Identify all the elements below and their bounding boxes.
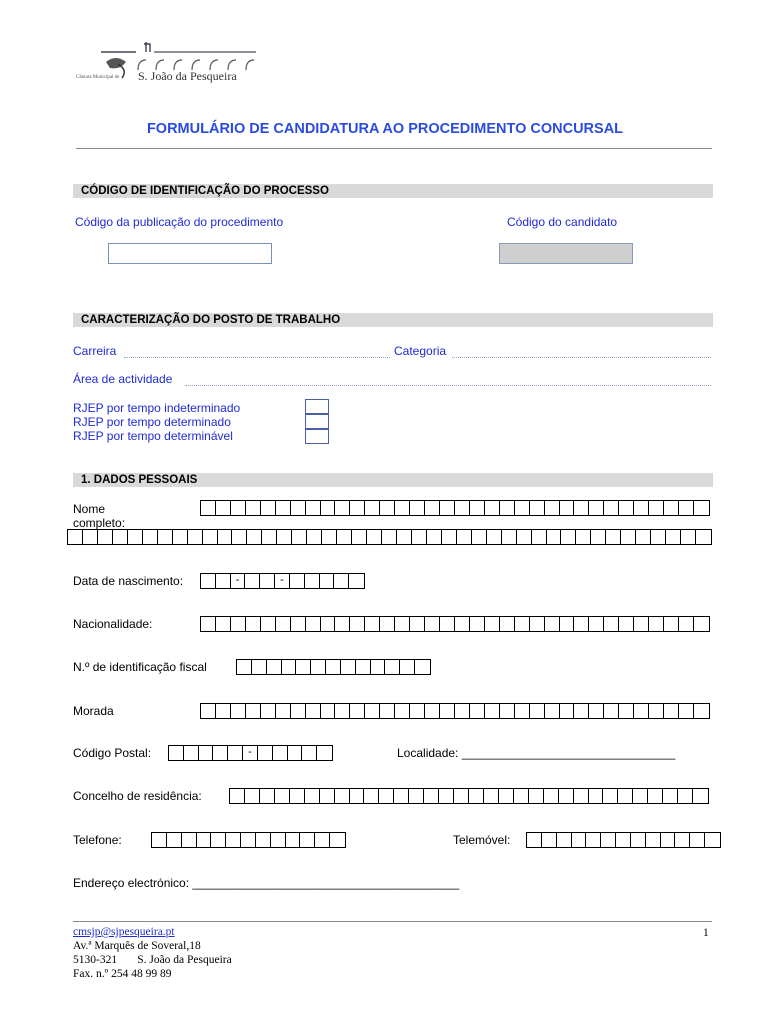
carreira-input[interactable]: [124, 357, 390, 358]
char-cell: [604, 704, 619, 718]
char-cell: [631, 833, 646, 847]
section-personal-heading: 1. DADOS PESSOAIS: [73, 473, 713, 487]
char-cell: [306, 617, 321, 631]
char-cell: [649, 617, 664, 631]
char-cell: [282, 660, 297, 674]
char-cell: [557, 833, 572, 847]
char-cell: [664, 617, 679, 631]
char-cell: [604, 501, 619, 515]
candidate-code-input[interactable]: [499, 243, 633, 264]
char-cell: [252, 660, 267, 674]
char-cell: [245, 789, 260, 803]
footer-fax: Fax. n.º 254 48 99 89: [73, 968, 172, 980]
logo-caption: Câmara Municipal de: [76, 75, 120, 80]
char-cell: [454, 789, 469, 803]
char-cell: [335, 617, 350, 631]
char-cell: [216, 617, 231, 631]
char-cell: [487, 530, 502, 544]
char-cell: [306, 704, 321, 718]
char-cell: [560, 501, 575, 515]
nationality-input[interactable]: [200, 616, 710, 632]
char-cell: [455, 704, 470, 718]
char-cell: [415, 660, 430, 674]
char-cell: [245, 574, 260, 588]
char-cell: [440, 501, 455, 515]
char-cell: [290, 574, 305, 588]
char-cell: [201, 704, 216, 718]
char-cell: [216, 574, 231, 588]
postal-label: Código Postal:: [73, 746, 152, 760]
telemovel-input[interactable]: [526, 832, 721, 848]
char-cell: [694, 501, 709, 515]
char-cell: [664, 501, 679, 515]
char-cell: [334, 574, 349, 588]
char-cell: [425, 501, 440, 515]
char-cell: [237, 660, 252, 674]
char-cell: [350, 789, 365, 803]
char-cell: [321, 501, 336, 515]
char-cell: [455, 501, 470, 515]
categoria-label: Categoria: [394, 344, 447, 358]
char-cell: [371, 660, 386, 674]
char-cell: [470, 501, 485, 515]
char-cell: [337, 530, 352, 544]
birth-date-input[interactable]: [200, 573, 365, 589]
char-cell: [305, 789, 320, 803]
char-cell: [201, 501, 216, 515]
char-cell: [296, 660, 311, 674]
char-cell: [693, 789, 708, 803]
char-cell: [182, 833, 197, 847]
char-cell: -: [231, 574, 246, 588]
char-cell: [527, 833, 542, 847]
char-cell: [545, 704, 560, 718]
char-cell: [321, 617, 336, 631]
char-cell: [400, 660, 415, 674]
char-cell: [247, 530, 262, 544]
char-cell: [322, 530, 337, 544]
char-cell: [634, 501, 649, 515]
char-cell: [621, 530, 636, 544]
char-cell: [365, 617, 380, 631]
candidate-code-label: Código do candidato: [507, 215, 618, 229]
char-cell: [306, 501, 321, 515]
char-cell: [397, 530, 412, 544]
char-cell: [472, 530, 487, 544]
char-cell: [197, 833, 212, 847]
char-cell: [604, 617, 619, 631]
char-cell: [385, 660, 400, 674]
char-cell: [410, 704, 425, 718]
municipal-logo-icon: [76, 40, 261, 92]
concelho-label: Concelho de residência:: [73, 789, 202, 803]
char-cell: [589, 704, 604, 718]
char-cell: [532, 530, 547, 544]
char-cell: [320, 789, 335, 803]
char-cell: [395, 617, 410, 631]
char-cell: [651, 530, 666, 544]
char-cell: [694, 617, 709, 631]
char-cell: [484, 789, 499, 803]
char-cell: [216, 704, 231, 718]
nome-input-row1[interactable]: [200, 500, 710, 516]
char-cell: [675, 833, 690, 847]
char-cell: [246, 501, 261, 515]
area-label: Área de actividade: [73, 372, 173, 386]
char-cell: [559, 789, 574, 803]
char-cell: [241, 833, 256, 847]
char-cell: [158, 530, 173, 544]
char-cell: [379, 789, 394, 803]
char-cell: [517, 530, 532, 544]
char-cell: [618, 789, 633, 803]
char-cell: [311, 660, 326, 674]
char-cell: [634, 617, 649, 631]
char-cell: [256, 833, 271, 847]
char-cell: [542, 833, 557, 847]
char-cell: [169, 746, 184, 760]
char-cell: [330, 833, 345, 847]
char-cell: [218, 530, 233, 544]
rjep-determinado-checkbox[interactable]: [305, 414, 329, 429]
pub-code-label: Código da publicação do procedimento: [75, 215, 284, 229]
char-cell: [275, 789, 290, 803]
rjep-indeterminado-label: RJEP por tempo indeterminado: [73, 401, 241, 415]
char-cell: [213, 746, 228, 760]
char-cell: [184, 746, 199, 760]
char-cell: [173, 530, 188, 544]
char-cell: [276, 501, 291, 515]
footer-address2: 5130-321 S. João da Pesqueira: [73, 954, 232, 966]
nome-input-row2[interactable]: [67, 529, 712, 545]
char-cell: [500, 704, 515, 718]
morada-label: Morada: [73, 704, 114, 718]
char-cell: [603, 789, 618, 803]
char-cell: [561, 530, 576, 544]
char-cell: [515, 501, 530, 515]
char-cell: [246, 617, 261, 631]
char-cell: [261, 704, 276, 718]
char-cell: [515, 704, 530, 718]
char-cell: [305, 574, 320, 588]
telefone-label: Telefone:: [73, 833, 122, 847]
char-cell: [277, 530, 292, 544]
char-cell: [216, 501, 231, 515]
char-cell: [286, 833, 301, 847]
postal-code-input[interactable]: [168, 745, 333, 761]
char-cell: [199, 746, 214, 760]
char-cell: [649, 704, 664, 718]
morada-input[interactable]: [200, 703, 710, 719]
char-cell: [315, 833, 330, 847]
char-cell: [365, 704, 380, 718]
char-cell: [576, 530, 591, 544]
char-cell: [547, 530, 562, 544]
footer-email-link[interactable]: cmsjp@sjpesqueira.pt: [73, 926, 175, 938]
char-cell: [530, 704, 545, 718]
nome-label-line2: completo:: [73, 516, 126, 530]
char-cell: [290, 789, 305, 803]
localidade-label: Localidade: ________________________________: [397, 746, 676, 760]
char-cell: [455, 617, 470, 631]
char-cell: [231, 617, 246, 631]
char-cell: [211, 833, 226, 847]
nif-input[interactable]: [236, 659, 431, 675]
char-cell: [679, 704, 694, 718]
section-process-heading: CÓDIGO DE IDENTIFICAÇÃO DO PROCESSO: [73, 184, 713, 198]
char-cell: [300, 833, 315, 847]
char-cell: [679, 501, 694, 515]
char-cell: [201, 574, 216, 588]
char-cell: [439, 789, 454, 803]
char-cell: [500, 501, 515, 515]
carreira-label: Carreira: [73, 344, 117, 358]
char-cell: [485, 704, 500, 718]
char-cell: [530, 501, 545, 515]
char-cell: [143, 530, 158, 544]
char-cell: [152, 833, 167, 847]
char-cell: [341, 660, 356, 674]
char-cell: [589, 501, 604, 515]
char-cell: [380, 704, 395, 718]
char-cell: [228, 746, 243, 760]
telefone-input[interactable]: [151, 832, 346, 848]
rjep-indeterminado-checkbox[interactable]: [305, 399, 329, 414]
char-cell: [128, 530, 143, 544]
char-cell: [500, 617, 515, 631]
char-cell: [589, 617, 604, 631]
char-cell: [616, 833, 631, 847]
char-cell: [231, 704, 246, 718]
char-cell: [291, 501, 306, 515]
char-cell: [574, 704, 589, 718]
char-cell: [457, 530, 472, 544]
char-cell: [321, 704, 336, 718]
char-cell: [425, 704, 440, 718]
char-cell: [317, 746, 332, 760]
char-cell: [260, 789, 275, 803]
char-cell: [560, 704, 575, 718]
char-cell: [502, 530, 517, 544]
char-cell: [258, 746, 273, 760]
char-cell: [113, 530, 128, 544]
char-cell: [694, 704, 709, 718]
char-cell: [499, 789, 514, 803]
char-cell: [424, 789, 439, 803]
logo-text: S. João da Pesqueira: [138, 69, 237, 83]
char-cell: [226, 833, 241, 847]
char-cell: -: [243, 746, 258, 760]
municipal-logo: [76, 40, 261, 92]
char-cell: [395, 501, 410, 515]
char-cell: [696, 530, 711, 544]
char-cell: [350, 704, 365, 718]
char-cell: [678, 789, 693, 803]
char-cell: [98, 530, 113, 544]
char-cell: [410, 617, 425, 631]
rjep-determinado-label: RJEP por tempo determinado: [73, 415, 231, 429]
char-cell: [260, 574, 275, 588]
char-cell: [572, 833, 587, 847]
concelho-input[interactable]: [229, 788, 709, 804]
char-cell: [619, 704, 634, 718]
char-cell: [425, 617, 440, 631]
char-cell: [646, 833, 661, 847]
char-cell: [246, 704, 261, 718]
char-cell: [648, 789, 663, 803]
footer-address1: Av.ª Marquês de Soveral,18: [73, 940, 201, 952]
char-cell: [320, 574, 335, 588]
char-cell: [380, 501, 395, 515]
char-cell: [261, 501, 276, 515]
char-cell: [350, 617, 365, 631]
char-cell: [335, 704, 350, 718]
pub-code-input[interactable]: [108, 243, 272, 264]
char-cell: [633, 789, 648, 803]
rjep-determinavel-checkbox[interactable]: [305, 429, 329, 444]
char-cell: [514, 789, 529, 803]
footer-divider: [73, 921, 712, 922]
char-cell: [302, 746, 317, 760]
char-cell: [690, 833, 705, 847]
char-cell: [530, 617, 545, 631]
char-cell: [427, 530, 442, 544]
categoria-input[interactable]: [452, 357, 711, 358]
char-cell: [681, 530, 696, 544]
title-divider: [76, 148, 712, 149]
char-cell: [68, 530, 83, 544]
char-cell: -: [275, 574, 290, 588]
char-cell: [356, 660, 371, 674]
page-title: FORMULÁRIO DE CANDIDATURA AO PROCEDIMENTO CONCURSAL: [146, 121, 624, 137]
char-cell: [271, 833, 286, 847]
rjep-determinavel-label: RJEP por tempo determinável: [73, 429, 233, 443]
char-cell: [545, 617, 560, 631]
char-cell: [591, 530, 606, 544]
char-cell: [307, 530, 322, 544]
char-cell: [619, 617, 634, 631]
char-cell: [232, 530, 247, 544]
char-cell: [394, 789, 409, 803]
area-input[interactable]: [185, 385, 711, 386]
char-cell: [364, 789, 379, 803]
char-cell: [203, 530, 218, 544]
char-cell: [529, 789, 544, 803]
char-cell: [619, 501, 634, 515]
char-cell: [349, 574, 364, 588]
char-cell: [230, 789, 245, 803]
char-cell: [649, 501, 664, 515]
char-cell: [292, 530, 307, 544]
char-cell: [352, 530, 367, 544]
char-cell: [663, 789, 678, 803]
char-cell: [470, 617, 485, 631]
char-cell: [574, 501, 589, 515]
char-cell: [380, 617, 395, 631]
char-cell: [560, 617, 575, 631]
telemovel-label: Telemóvel:: [453, 833, 511, 847]
nationality-label: Nacionalidade:: [73, 617, 153, 631]
char-cell: [661, 833, 676, 847]
char-cell: [664, 704, 679, 718]
char-cell: [586, 833, 601, 847]
char-cell: [410, 501, 425, 515]
char-cell: [273, 746, 288, 760]
char-cell: [679, 617, 694, 631]
char-cell: [485, 501, 500, 515]
char-cell: [267, 660, 282, 674]
char-cell: [440, 704, 455, 718]
char-cell: [545, 501, 560, 515]
char-cell: [515, 617, 530, 631]
char-cell: [705, 833, 720, 847]
char-cell: [606, 530, 621, 544]
char-cell: [440, 617, 455, 631]
nome-label-line1: Nome: [73, 502, 106, 516]
char-cell: [276, 704, 291, 718]
char-cell: [291, 617, 306, 631]
char-cell: [601, 833, 616, 847]
char-cell: [574, 617, 589, 631]
email-label: Endereço electrónico: ________________________________________: [73, 876, 460, 890]
char-cell: [666, 530, 681, 544]
char-cell: [382, 530, 397, 544]
char-cell: [412, 530, 427, 544]
char-cell: [188, 530, 203, 544]
char-cell: [262, 530, 277, 544]
char-cell: [409, 789, 424, 803]
char-cell: [167, 833, 182, 847]
char-cell: [636, 530, 651, 544]
page-number: 1: [703, 927, 709, 939]
birth-label: Data de nascimento:: [73, 574, 184, 588]
char-cell: [83, 530, 98, 544]
char-cell: [634, 704, 649, 718]
char-cell: [201, 617, 216, 631]
char-cell: [442, 530, 457, 544]
char-cell: [335, 501, 350, 515]
char-cell: [291, 704, 306, 718]
char-cell: [261, 617, 276, 631]
char-cell: [350, 501, 365, 515]
section-job-heading: CARACTERIZAÇÃO DO POSTO DE TRABALHO: [73, 313, 713, 327]
char-cell: [276, 617, 291, 631]
char-cell: [288, 746, 303, 760]
char-cell: [326, 660, 341, 674]
char-cell: [395, 704, 410, 718]
char-cell: [335, 789, 350, 803]
char-cell: [470, 704, 485, 718]
char-cell: [367, 530, 382, 544]
char-cell: [589, 789, 604, 803]
char-cell: [485, 617, 500, 631]
char-cell: [365, 501, 380, 515]
char-cell: [231, 501, 246, 515]
nif-label: N.º de identificação fiscal: [73, 660, 207, 674]
char-cell: [574, 789, 589, 803]
char-cell: [544, 789, 559, 803]
char-cell: [469, 789, 484, 803]
